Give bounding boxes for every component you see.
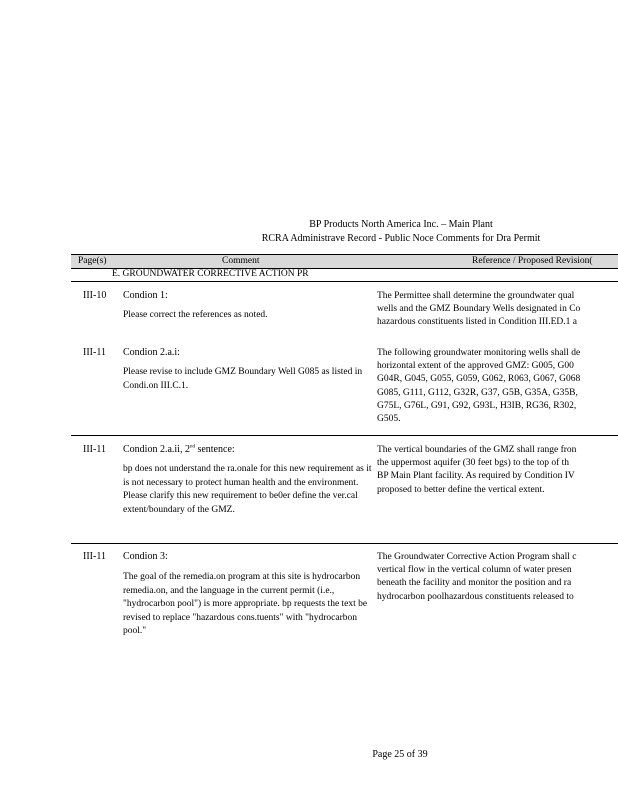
- row-3-condition: Condion 2.a.ii, 2nd sentence:: [123, 444, 235, 455]
- table-header: [71, 254, 618, 269]
- doc-title: BP Products North America Inc. – Main Plant: [309, 219, 493, 230]
- row-2-comment: Please revise to include GMZ Boundary Well G085 as listed in Condi.on III.C.1.: [123, 367, 363, 391]
- row-3-comment: bp does not understand the ra.onale for this new requirement as it is not necessary to protect human health and the environment. Please clarify this new requirement to be0er define the ver.cal extent/boundary of the GMZ.: [123, 464, 372, 515]
- row-2-page: III-11: [83, 347, 106, 358]
- row-1-page: III-10: [83, 290, 107, 301]
- row-1-reference: The Permittee shall determine the groundwater qual wells and the GMZ Boundary Wells designated in Co hazardous constituents listed in Condition III.ED.1 a: [377, 291, 581, 328]
- row-3-page: III-11: [83, 444, 106, 455]
- row-3-reference: The vertical boundaries of the GMZ shall range fron the uppermost aquifer (30 feet bgs) to the top of th BP Main Plant facility. As required by Condition IV proposed to better define the vertical extent.: [377, 445, 577, 495]
- row-2-reference: The following groundwater monitoring wells shall de horizontal extent of the approved GMZ: G005, G00 G04R, G045, G055, G059, G062, R063, G067, G068 G085, G111, G112, G32R, G37, G5B, G35A, G35B, G75L, G76L, G91, G92, G93L, H3IB, RG36, R302, G505.: [377, 348, 581, 425]
- row-1-comment: Please correct the references as noted.: [123, 310, 268, 320]
- row-4-reference: The Groundwater Corrective Action Program shall c vertical flow in the vertical column of water presen beneath the facility and monitor the position and ra hydrocarbon poolhazardous constituents released to: [377, 552, 577, 602]
- page-number: Page 25 of 39: [372, 749, 428, 760]
- doc-subtitle: RCRA Administrave Record - Public Noce Comments for Dra Permit: [261, 233, 541, 244]
- row-2-condition: Condion 2.a.i:: [123, 347, 180, 358]
- section-heading: E. GROUNDWATER CORRECTIVE ACTION PR: [112, 269, 309, 279]
- row-divider: [71, 543, 618, 544]
- row-4-comment: The goal of the remedia.on program at this site is hydrocarbon remedia.on, and the language in the current permit (i.e., "hydrocarbon pool") is more appropriate. bp requests the text be revised to replace "hazardous cons.tuents" with "hydrocarbon pool.": [123, 572, 368, 636]
- col-comment-header: Comment: [222, 256, 260, 266]
- col-page-header: Page(s): [78, 256, 107, 266]
- row-4-page: III-11: [83, 551, 106, 562]
- row-1-condition: Condion 1:: [123, 290, 168, 301]
- section-divider: [71, 281, 618, 282]
- row-4-condition: Condion 3:: [123, 551, 168, 562]
- row-divider: [71, 435, 618, 436]
- col-reference-header: Reference / Proposed Revision(: [472, 256, 593, 266]
